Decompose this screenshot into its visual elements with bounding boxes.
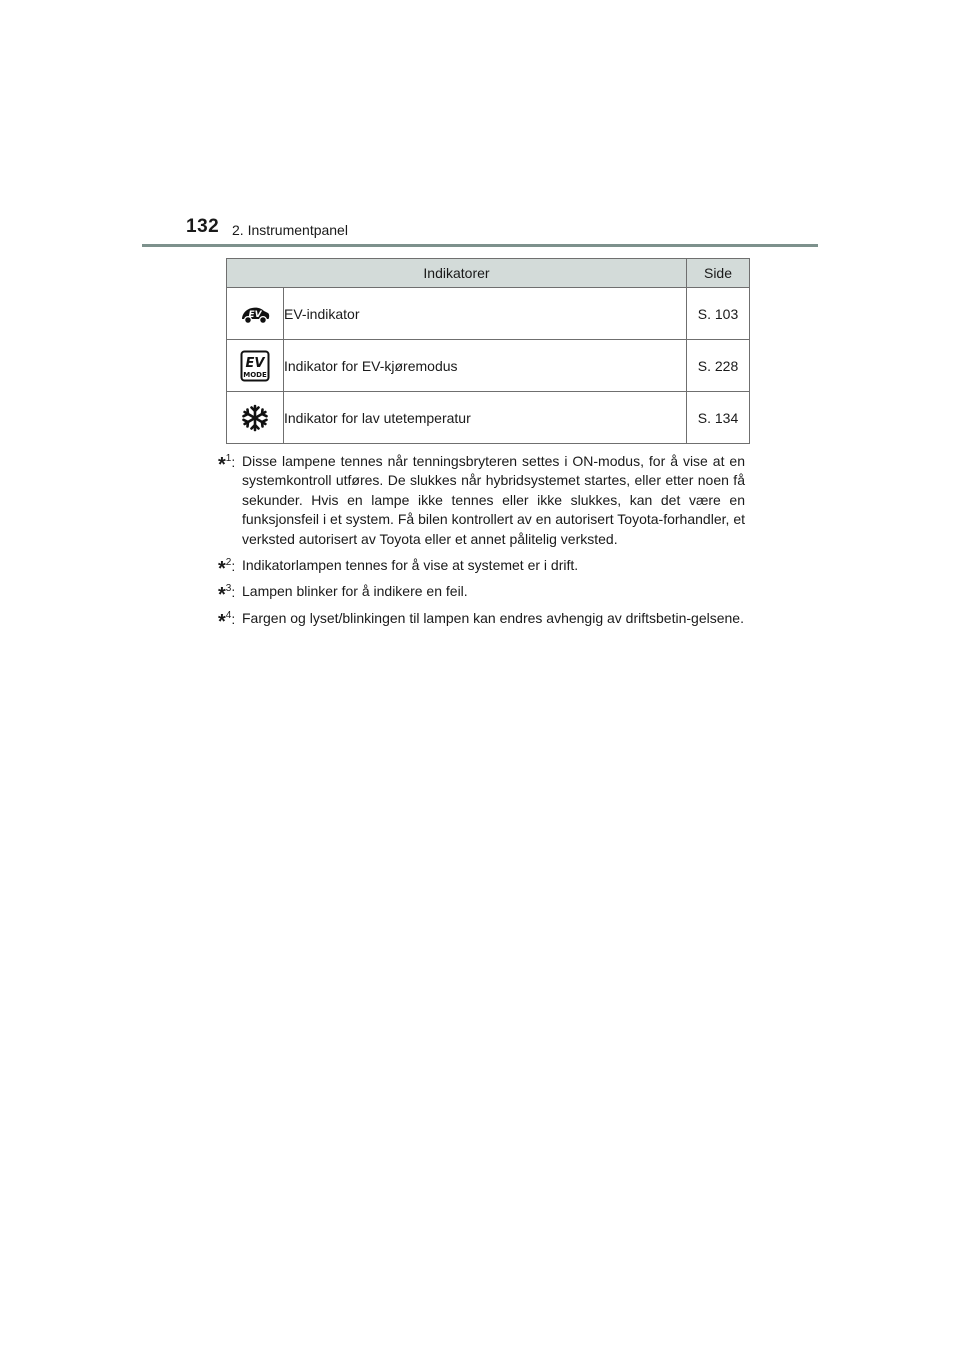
footnote-text: Fargen og lyset/blinkingen til lampen kan endres avhengig av driftsbetin-gelsene.: [242, 609, 744, 626]
page-reference: S. 103: [687, 288, 750, 340]
side-column-header: Side: [687, 259, 750, 288]
table-header-row: [227, 259, 750, 288]
footnote: [218, 609, 745, 633]
footnote-marker: *$^2$:: [218, 557, 236, 581]
header-rule: [142, 244, 818, 247]
indicator-name: Indikator for EV-kjøremodus: [284, 340, 687, 392]
footnote-text: Indikatorlampen tennes for å vise at systemet er i drift.: [242, 557, 579, 574]
footnote-marker: *$^4$:: [218, 609, 236, 633]
indicator-name: EV-indikator: [284, 288, 687, 340]
table-row: [227, 392, 750, 444]
ev-indicator-icon: [239, 303, 271, 325]
footnote-text: Disse lampene tennes når tenningsbryteren settes i ON-modus, for å vise at en systemkontroll utføres. De slukkes når hybridsystemet startes, eller etter noen få sekunder. Hvis en lampe ikke tennes eller ikke slukkes, kan det være en funksjonsfeil i et system. Få bilen kontrollert av en autorisert Toyota-forhandler, et verksted autorisert av Toyota eller et annet pålitelig verksted.: [242, 453, 745, 547]
svg-text:EV: EV: [245, 355, 265, 371]
indicators-column-header: Indikatorer: [227, 259, 687, 288]
table-row: [227, 340, 750, 392]
footnote: [218, 556, 745, 581]
snowflake-icon: [241, 404, 269, 432]
chapter-title: 2. Instrumentpanel: [232, 222, 348, 238]
indicator-name: Indikator for lav utetemperatur: [284, 392, 687, 444]
footnote: [218, 452, 745, 549]
footnotes: [218, 452, 745, 635]
ev-mode-indicator-icon: [240, 350, 270, 382]
page-reference: S. 134: [687, 392, 750, 444]
svg-text:EV: EV: [248, 309, 262, 320]
indicator-table: [226, 258, 750, 444]
footnote-text: Lampen blinker for å indikere en feil.: [242, 583, 468, 600]
table-row: [227, 288, 750, 340]
footnote-marker: *$^1$:: [218, 453, 236, 476]
svg-text:MODE: MODE: [243, 370, 267, 379]
footnote-marker: *$^3$:: [218, 583, 236, 607]
footnote: [218, 582, 745, 607]
page-number: 132: [186, 216, 220, 237]
page-reference: S. 228: [687, 340, 750, 392]
